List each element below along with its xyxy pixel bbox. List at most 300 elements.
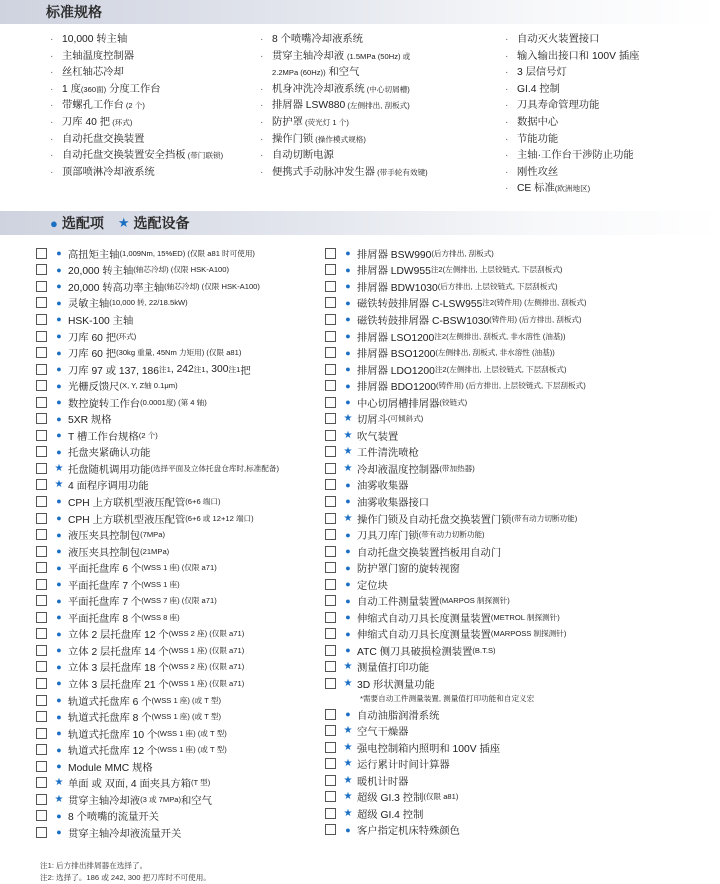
- item-note: (左侧排出, 刮板式, 非水溶性 (油基)): [435, 348, 555, 358]
- checkbox[interactable]: [325, 264, 336, 275]
- bullet-dot-icon: ●: [56, 347, 62, 358]
- checkbox[interactable]: [325, 562, 336, 573]
- option-row: [325, 427, 587, 444]
- item-note: (WSS 1 座): [141, 579, 180, 589]
- bullet-dot-icon: ●: [56, 413, 62, 424]
- item-label: 自动托盘交换装置挡板用自动门: [357, 547, 502, 559]
- bullet-dot-icon: ●: [345, 364, 351, 375]
- checkbox[interactable]: [325, 529, 336, 540]
- item-label: 自动托盘交换装置: [62, 133, 145, 145]
- checkbox[interactable]: [325, 446, 336, 457]
- option-row: [36, 543, 279, 560]
- item-label: 防护罩门窗的旋转视窗: [357, 564, 460, 576]
- item-label: 4 面程序调用功能: [68, 481, 149, 493]
- bullet-icon: ·: [260, 34, 264, 45]
- options-title-2: 选配设备: [133, 215, 190, 231]
- checkbox[interactable]: [325, 628, 336, 639]
- bullet-dot-icon: ●: [50, 215, 58, 231]
- item-label: 和空气: [181, 795, 212, 807]
- option-row: [36, 245, 279, 262]
- item-note: (2 个): [123, 101, 145, 111]
- spec-item: [260, 49, 428, 66]
- item-note: (轴芯冷却) (仅限 HSK-A100): [133, 265, 230, 275]
- item-note: (后方排出, 上层铰链式, 下层刮板式): [437, 281, 558, 291]
- options-title: 选配项: [61, 215, 104, 231]
- bullet-icon: ·: [260, 50, 264, 62]
- checkbox[interactable]: [36, 430, 47, 441]
- item-label: 操作门锁及自动托盘交换装置门锁: [357, 514, 512, 526]
- item-label: 轨道式托盘库 6 个: [68, 696, 152, 708]
- spec-item: [50, 165, 223, 182]
- item-label: 顶部喷淋冷却液系统: [62, 166, 155, 178]
- bullet-dot-icon: ●: [56, 430, 62, 441]
- item-note: 2.2MPa (60Hz)): [272, 68, 326, 78]
- checkbox[interactable]: [325, 824, 336, 835]
- item-label: 运行累计时间计算器: [357, 760, 450, 772]
- spec-item: [50, 132, 223, 149]
- checkbox[interactable]: [325, 413, 336, 424]
- spec-item: [505, 148, 639, 165]
- checkbox[interactable]: [36, 446, 47, 457]
- bullet-icon: ·: [50, 100, 54, 112]
- bullet-dot-icon: ●: [56, 364, 62, 375]
- bullet-icon: ·: [505, 166, 509, 178]
- bullet-icon: ·: [50, 83, 54, 95]
- item-label: CPH 上方联机型液压配管: [68, 514, 186, 526]
- item-note: (带有动力切断功能): [511, 513, 578, 523]
- star-icon: ★: [343, 807, 353, 819]
- checkbox[interactable]: [325, 430, 336, 441]
- item-label: 刀库 60 把: [68, 349, 117, 361]
- option-row: [325, 444, 587, 461]
- star-icon: ★: [343, 725, 353, 737]
- checkbox[interactable]: [325, 281, 336, 292]
- option-row: [36, 444, 279, 461]
- checkbox[interactable]: [325, 661, 336, 672]
- item-note: (WSS 1 座) (或 T 型): [157, 728, 227, 738]
- spec-item: [260, 32, 428, 49]
- checkbox[interactable]: [36, 695, 47, 706]
- checkbox[interactable]: [36, 728, 47, 739]
- item-note: (铸件用) (后方排出, 上层铰链式, 下层刮板式): [435, 381, 586, 391]
- checkbox[interactable]: [36, 546, 47, 557]
- bullet-dot-icon: ●: [345, 331, 351, 341]
- item-note: (WSS 2 座) (仅限 a71): [168, 662, 245, 672]
- item-note: (带手轮有效键): [374, 167, 428, 177]
- item-label: 轨道式托盘库 12 个: [68, 746, 158, 758]
- item-label: 磁铁转鼓排屑器 C-BSW1030: [357, 315, 490, 327]
- bullet-dot-icon: ●: [56, 728, 62, 739]
- bullet-dot-icon: ●: [345, 281, 351, 292]
- option-row: [36, 344, 279, 361]
- checkbox[interactable]: [36, 628, 47, 639]
- option-row: [36, 328, 279, 345]
- item-label: 10,000 转主轴: [62, 34, 128, 45]
- bullet-dot-icon: ●: [56, 744, 62, 755]
- checkbox[interactable]: [325, 513, 336, 524]
- option-row: [36, 791, 279, 808]
- checkbox[interactable]: [325, 579, 336, 590]
- checkbox[interactable]: [36, 579, 47, 590]
- item-note: (荧光灯 1 个): [302, 117, 349, 127]
- checkbox[interactable]: [36, 678, 47, 689]
- checkbox[interactable]: [36, 661, 47, 672]
- bullet-dot-icon: ●: [56, 397, 62, 408]
- option-row: [325, 739, 587, 756]
- item-note: (WSS 1 座) (或 T 型): [151, 695, 221, 705]
- option-row: [325, 510, 587, 527]
- checkbox[interactable]: [36, 297, 47, 308]
- bullet-icon: ·: [260, 150, 264, 162]
- checkbox[interactable]: [325, 808, 336, 819]
- option-row: [36, 493, 279, 510]
- item-label: 灵敏主轴: [68, 299, 110, 311]
- checkbox[interactable]: [325, 496, 336, 507]
- item-label: 1 度: [62, 83, 81, 95]
- star-icon: ★: [343, 462, 353, 474]
- option-row: [325, 559, 587, 576]
- item-label: 平面托盘库 7 个: [68, 597, 142, 609]
- item-label: , 242: [170, 363, 194, 375]
- item-label: 超级 GI.3 控制: [357, 793, 424, 805]
- option-row: [36, 675, 279, 692]
- item-note: (3 或 7MPa): [140, 794, 182, 804]
- option-row: [36, 262, 279, 279]
- checkbox[interactable]: [36, 827, 47, 838]
- item-note: (6+6 端口): [185, 496, 221, 506]
- option-row: [325, 692, 587, 706]
- checkbox[interactable]: [36, 331, 47, 342]
- item-label: 轨道式托盘库 10 个: [68, 729, 158, 741]
- checkbox[interactable]: [325, 364, 336, 375]
- item-label: 贯穿主轴冷却液流量开关: [68, 828, 182, 840]
- checkbox[interactable]: [36, 612, 47, 623]
- spec-item: [50, 65, 223, 82]
- bullet-dot-icon: ●: [56, 314, 62, 325]
- option-row: [36, 659, 279, 676]
- option-row: [36, 808, 279, 825]
- spec-item: [50, 148, 223, 165]
- bullet-icon: ·: [260, 83, 264, 95]
- checkbox[interactable]: [36, 413, 47, 424]
- bullet-icon: ·: [50, 116, 54, 128]
- spec-item: [50, 98, 223, 115]
- bullet-dot-icon: ●: [345, 297, 351, 308]
- item-note: (1,009Nm, 15%ED) (仅限 a81 时可使用): [119, 248, 255, 258]
- option-row: [325, 377, 587, 394]
- bullet-dot-icon: ●: [345, 612, 351, 623]
- checkbox[interactable]: [36, 529, 47, 540]
- checkbox[interactable]: [325, 314, 336, 325]
- item-label: 高扭矩主轴: [68, 249, 120, 261]
- bullet-dot-icon: ●: [56, 612, 62, 623]
- spec-header: [0, 0, 720, 24]
- checkbox[interactable]: [36, 248, 47, 259]
- option-row: [325, 789, 587, 806]
- option-row: [325, 245, 587, 262]
- bullet-icon: ·: [50, 34, 54, 45]
- star-icon: ★: [343, 512, 353, 524]
- item-label: GI.4 控制: [517, 83, 560, 95]
- item-note: (轴芯冷却) (仅限 HSK-A100): [164, 281, 260, 291]
- bullet-icon: ·: [50, 150, 54, 162]
- item-label: , 300: [205, 363, 229, 375]
- star-icon: ★: [54, 777, 64, 789]
- checkbox[interactable]: [36, 777, 47, 788]
- star-icon: ★: [343, 677, 353, 689]
- item-label: 客户指定机床特殊颜色: [357, 826, 460, 838]
- checkbox[interactable]: [36, 810, 47, 821]
- item-label: 伸缩式自动刀具长度测量装置: [357, 630, 491, 642]
- checkbox[interactable]: [325, 725, 336, 736]
- item-note: (2 个): [138, 430, 158, 440]
- star-icon: ★: [54, 793, 64, 805]
- option-row: [36, 278, 279, 295]
- option-row: [325, 755, 587, 772]
- spec-item: [505, 65, 639, 82]
- checkbox[interactable]: [325, 297, 336, 308]
- checkbox[interactable]: [325, 709, 336, 720]
- item-label: 磁铁转鼓排屑器 C-LSW955: [357, 299, 483, 311]
- bullet-icon: ·: [260, 133, 264, 145]
- spec-column-1: [50, 32, 223, 181]
- bullet-dot-icon: ●: [56, 331, 62, 341]
- item-note: (中心切屑槽): [364, 84, 410, 94]
- bullet-icon: ·: [50, 50, 54, 62]
- item-note: (WSS 1 座) (仅限 a71): [141, 563, 217, 573]
- item-label: 液压夹具控制包: [68, 531, 141, 543]
- checkbox[interactable]: [36, 744, 47, 755]
- option-row: [36, 311, 279, 328]
- checkbox[interactable]: [325, 595, 336, 606]
- checkbox[interactable]: [36, 380, 47, 391]
- spec-item: [260, 132, 428, 149]
- options-header: [0, 211, 720, 235]
- item-note: (B.T.S): [472, 645, 496, 655]
- spec-item: [260, 98, 428, 115]
- checkbox[interactable]: [325, 645, 336, 656]
- option-row: [325, 675, 587, 692]
- spec-item: [505, 82, 639, 99]
- bullet-icon: ·: [505, 100, 509, 112]
- spec-column-3: [505, 32, 639, 198]
- checkbox[interactable]: [325, 678, 336, 689]
- bullet-dot-icon: ●: [56, 446, 62, 457]
- item-label: 自动工件测量装置: [357, 597, 440, 609]
- checkbox[interactable]: [36, 513, 47, 524]
- option-row: [325, 278, 587, 295]
- checkbox[interactable]: [36, 496, 47, 507]
- bullet-icon: ·: [505, 133, 509, 145]
- item-label: 节能功能: [517, 133, 559, 145]
- item-label: 数据中心: [517, 116, 559, 128]
- checkbox[interactable]: [325, 775, 336, 786]
- checkbox[interactable]: [36, 281, 47, 292]
- checkbox[interactable]: [325, 248, 336, 259]
- checkbox[interactable]: [36, 562, 47, 573]
- checkbox[interactable]: [36, 463, 47, 474]
- checkbox[interactable]: [36, 711, 47, 722]
- checkbox[interactable]: [325, 612, 336, 623]
- item-note: (MARPOS 制探测针): [439, 596, 510, 606]
- checkbox[interactable]: [325, 380, 336, 391]
- item-note: (环式): [116, 331, 137, 341]
- option-row: [36, 377, 279, 394]
- item-label: 自动油脂润滑系统: [357, 710, 440, 722]
- bullet-dot-icon: ●: [345, 546, 351, 557]
- item-label: 防护罩: [272, 116, 303, 128]
- item-label: 自动灭火装置接口: [517, 34, 600, 45]
- option-row: [36, 559, 279, 576]
- spec-item: [50, 82, 223, 99]
- bullet-dot-icon: ●: [345, 824, 351, 835]
- checkbox[interactable]: [325, 742, 336, 753]
- star-icon: ★: [343, 741, 353, 753]
- option-row: [36, 725, 279, 742]
- item-label: 贯穿主轴冷却液: [68, 795, 141, 807]
- option-row: [36, 576, 279, 593]
- checkbox[interactable]: [36, 264, 47, 275]
- spec-column-2: [260, 32, 428, 181]
- item-label: 立体 3 层托盘库 18 个: [68, 663, 169, 675]
- item-label: 自动切断电源: [272, 150, 334, 162]
- item-label: 把: [240, 365, 251, 377]
- item-note: (X, Y, Z轴 0.1μm): [119, 381, 178, 391]
- item-label: 液压夹具控制包: [68, 547, 141, 559]
- item-note: (0.0001度) (第 4 轴): [140, 397, 207, 407]
- item-note: (WSS 7 座) (仅限 a71): [141, 596, 217, 606]
- bullet-dot-icon: ●: [56, 380, 62, 391]
- item-label: 油雾收集器接口: [357, 497, 430, 509]
- bullet-dot-icon: ●: [345, 562, 351, 573]
- option-row: [325, 394, 587, 411]
- checkbox[interactable]: [325, 479, 336, 490]
- item-label: ATC 侧刀具破损检测装置: [357, 646, 473, 658]
- item-label: 定位块: [357, 580, 388, 592]
- item-label: T 槽工作台规格: [68, 431, 139, 443]
- star-icon: ★: [343, 429, 353, 441]
- bullet-dot-icon: ●: [56, 579, 62, 590]
- option-row: [36, 741, 279, 758]
- spec-item: [505, 49, 639, 66]
- item-label: 刀库 40 把: [62, 116, 111, 128]
- bullet-dot-icon: ●: [345, 579, 351, 590]
- checkbox[interactable]: [325, 347, 336, 358]
- option-row: [36, 642, 279, 659]
- item-label: 排屑器 LDW955: [357, 266, 431, 278]
- item-label: 强电控制箱内照明和 100V 插座: [357, 743, 501, 755]
- bullet-dot-icon: ●: [56, 595, 62, 606]
- option-row: [36, 427, 279, 444]
- bullet-dot-icon: ●: [56, 678, 62, 689]
- option-row: [36, 410, 279, 427]
- option-row: [36, 394, 279, 411]
- star-icon: ★: [343, 661, 353, 673]
- item-label: 3 层信号灯: [517, 67, 567, 79]
- checkbox[interactable]: [36, 314, 47, 325]
- option-row: [36, 692, 279, 709]
- checkbox[interactable]: [36, 595, 47, 606]
- option-row: [36, 775, 279, 792]
- option-row: [325, 626, 587, 643]
- option-row: [36, 758, 279, 775]
- bullet-dot-icon: ●: [56, 513, 62, 524]
- options-column-2: [325, 245, 587, 838]
- bullet-icon: ·: [505, 116, 509, 128]
- bullet-dot-icon: ●: [345, 479, 351, 490]
- checkbox[interactable]: [325, 758, 336, 769]
- item-label: 自动托盘交换装置安全挡板: [62, 150, 186, 162]
- item-label: 数控旋转工作台: [68, 398, 141, 410]
- option-row: [325, 822, 587, 839]
- item-note: (操作模式规格): [313, 134, 366, 144]
- item-label: 测量值打印功能: [357, 663, 430, 675]
- item-label: 吹气装置: [357, 431, 399, 443]
- item-label: CPH 上方联机型液压配管: [68, 497, 186, 509]
- item-label: 丝杠轴芯冷却: [62, 67, 124, 79]
- option-row: [36, 824, 279, 841]
- item-label: 单面 或 双面, 4 面夹具方箱: [68, 779, 191, 791]
- item-note: 注2: [434, 331, 447, 341]
- bullet-dot-icon: ●: [345, 264, 351, 275]
- item-label: 刀具寿命管理功能: [517, 100, 600, 112]
- bullet-dot-icon: ●: [345, 645, 351, 656]
- item-label: 立体 3 层托盘库 21 个: [68, 679, 169, 691]
- item-note: (欧洲地区): [554, 184, 591, 194]
- checkbox[interactable]: [36, 794, 47, 805]
- item-note: (WSS 8 座): [141, 612, 180, 622]
- option-row: [325, 805, 587, 822]
- checkbox[interactable]: [36, 645, 47, 656]
- item-label: 空气干燥器: [357, 727, 409, 739]
- checkbox[interactable]: [325, 463, 336, 474]
- bullet-dot-icon: ●: [56, 546, 62, 557]
- item-label: 机身冲洗冷却液系统: [272, 83, 365, 95]
- bullet-icon: ·: [505, 67, 509, 79]
- checkbox[interactable]: [36, 364, 47, 375]
- bullet-dot-icon: ●: [56, 810, 62, 821]
- item-note: (环式): [110, 117, 133, 127]
- item-label: 平面托盘库 7 个: [68, 580, 142, 592]
- checkbox[interactable]: [36, 347, 47, 358]
- item-note: 注2: [430, 265, 443, 275]
- checkbox[interactable]: [36, 479, 47, 490]
- checkbox[interactable]: [325, 331, 336, 342]
- checkbox[interactable]: [36, 397, 47, 408]
- bullet-icon: ·: [505, 183, 509, 195]
- item-note: (可倾斜式): [387, 414, 424, 424]
- item-label: 托盘夹紧确认功能: [68, 448, 151, 460]
- checkbox[interactable]: [325, 546, 336, 557]
- item-label: 输入输出接口和 100V 插座: [517, 50, 640, 62]
- star-icon: ★: [343, 758, 353, 770]
- option-row: [325, 460, 587, 477]
- item-note: (WSS 1 座) (或 T 型): [157, 745, 227, 755]
- item-label: CE 标准: [517, 183, 555, 195]
- item-note: (10,000 转, 22/18.5kW): [109, 298, 188, 308]
- item-label: 轨道式托盘库 8 个: [68, 713, 152, 725]
- option-row: [36, 361, 279, 378]
- item-note: (带有动力切断功能): [418, 530, 485, 540]
- checkbox[interactable]: [325, 791, 336, 802]
- option-row: [325, 543, 587, 560]
- item-note: (选择平面及立体托盘仓库时,标准配备): [150, 463, 280, 473]
- options-column-1: [36, 245, 279, 841]
- checkbox[interactable]: [325, 397, 336, 408]
- checkbox[interactable]: [36, 761, 47, 772]
- item-note: 注1: [193, 364, 206, 374]
- item-note: (21MPa): [140, 546, 170, 556]
